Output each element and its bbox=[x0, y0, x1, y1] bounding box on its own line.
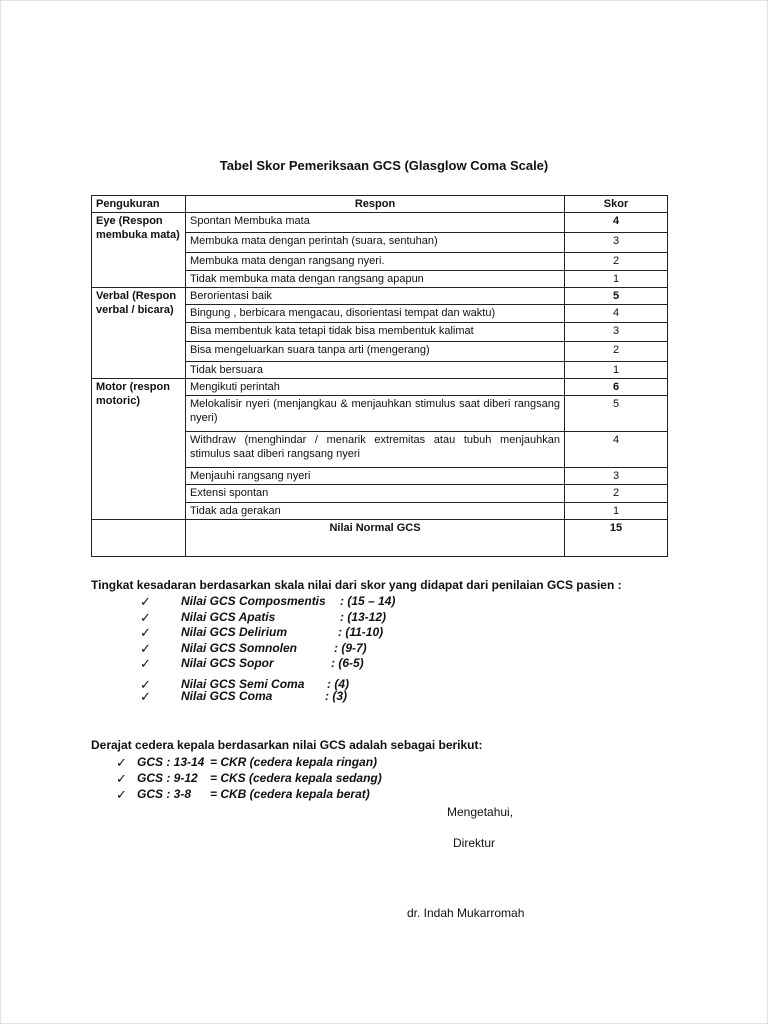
level-label: Nilai GCS Coma bbox=[181, 689, 273, 703]
total-score: 15 bbox=[565, 520, 668, 557]
response-cell: Tidak ada gerakan bbox=[186, 503, 565, 520]
injury-value: = CKB (cedera kepala berat) bbox=[210, 787, 370, 801]
response-cell: Bingung , berbicara mengacau, disorientasi tempat dan waktu) bbox=[186, 305, 565, 323]
total-label: Nilai Normal GCS bbox=[186, 520, 565, 557]
table-row bbox=[92, 213, 668, 233]
header-respon: Respon bbox=[186, 196, 565, 213]
score-cell: 1 bbox=[565, 271, 668, 288]
score-cell: 4 bbox=[565, 213, 668, 233]
total-empty-cell bbox=[92, 520, 186, 557]
score-cell: 6 bbox=[565, 379, 668, 396]
injury-label: GCS : 3-8 bbox=[137, 787, 192, 801]
response-cell: Membuka mata dengan rangsang nyeri. bbox=[186, 253, 565, 271]
score-cell: 1 bbox=[565, 503, 668, 520]
check-icon: ✓ bbox=[140, 677, 151, 692]
check-icon: ✓ bbox=[116, 755, 127, 770]
response-cell: Berorientasi baik bbox=[186, 288, 565, 305]
response-cell: Spontan Membuka mata bbox=[186, 213, 565, 233]
consciousness-heading: Tingkat kesadaran berdasarkan skala nilai dari skor yang didapat dari penilaian GCS pasien : bbox=[91, 578, 622, 592]
score-cell: 2 bbox=[565, 253, 668, 271]
level-label: Nilai GCS Somnolen bbox=[181, 641, 298, 655]
signatory-name: dr. Indah Mukarromah bbox=[407, 906, 525, 920]
level-value: : (13-12) bbox=[340, 610, 387, 624]
response-cell: Melokalisir nyeri (menjangkau & menjauhkan stimulus saat diberi rangsang nyeri) bbox=[186, 396, 565, 432]
score-cell: 2 bbox=[565, 485, 668, 503]
check-icon: ✓ bbox=[140, 641, 151, 656]
score-cell: 4 bbox=[565, 305, 668, 323]
category-verbal: Verbal (Respon verbal / bicara) bbox=[92, 288, 186, 379]
score-cell: 5 bbox=[565, 396, 668, 432]
response-cell: Withdraw (menghindar / menarik extremitas atau tubuh menjauhkan stimulus saat diberi rangsang nyeri bbox=[186, 432, 565, 468]
injury-value: = CKR (cedera kepala ringan) bbox=[210, 755, 378, 769]
table-row bbox=[92, 288, 668, 305]
score-cell: 3 bbox=[565, 233, 668, 253]
score-cell: 5 bbox=[565, 288, 668, 305]
level-value: : (3) bbox=[325, 689, 347, 703]
check-icon: ✓ bbox=[116, 771, 127, 786]
document-title: Tabel Skor Pemeriksaan GCS (Glasglow Coma Scale) bbox=[219, 158, 549, 173]
score-cell: 3 bbox=[565, 468, 668, 485]
check-icon: ✓ bbox=[140, 610, 151, 625]
level-label: Nilai GCS Sopor bbox=[181, 656, 274, 670]
check-icon: ✓ bbox=[140, 689, 151, 704]
injury-label: GCS : 9-12 bbox=[137, 771, 198, 785]
response-cell: Bisa membentuk kata tetapi tidak bisa membentuk kalimat bbox=[186, 323, 565, 342]
injury-label: GCS : 13-14 bbox=[137, 755, 205, 769]
score-cell: 2 bbox=[565, 342, 668, 362]
injury-heading: Derajat cedera kepala berdasarkan nilai GCS adalah sebagai berikut: bbox=[91, 738, 483, 752]
check-icon: ✓ bbox=[140, 594, 151, 609]
gcs-table bbox=[91, 195, 668, 557]
position-text: Direktur bbox=[453, 836, 496, 850]
level-label: Nilai GCS Composmentis bbox=[181, 594, 326, 608]
level-value: : (11-10) bbox=[338, 625, 384, 639]
response-cell: Tidak membuka mata dengan rangsang apapun bbox=[186, 271, 565, 288]
level-label: Nilai GCS Apatis bbox=[181, 610, 276, 624]
check-icon: ✓ bbox=[140, 656, 151, 671]
check-icon: ✓ bbox=[116, 787, 127, 802]
category-eye: Eye (Respon membuka mata) bbox=[92, 213, 186, 288]
header-skor: Skor bbox=[565, 196, 668, 213]
category-motor: Motor (respon motoric) bbox=[92, 379, 186, 520]
table-row bbox=[92, 379, 668, 396]
response-cell: Bisa mengeluarkan suara tanpa arti (mengerang) bbox=[186, 342, 565, 362]
level-value: : (9-7) bbox=[334, 641, 367, 655]
check-icon: ✓ bbox=[140, 625, 151, 640]
response-cell: Tidak bersuara bbox=[186, 362, 565, 379]
injury-value: = CKS (cedera kepala sedang) bbox=[210, 771, 382, 785]
acknowledged-text: Mengetahui, bbox=[447, 805, 514, 819]
level-value: : (6-5) bbox=[331, 656, 364, 670]
score-cell: 1 bbox=[565, 362, 668, 379]
score-cell: 3 bbox=[565, 323, 668, 342]
response-cell: Membuka mata dengan perintah (suara, sentuhan) bbox=[186, 233, 565, 253]
response-cell: Extensi spontan bbox=[186, 485, 565, 503]
response-cell: Mengikuti perintah bbox=[186, 379, 565, 396]
score-cell: 4 bbox=[565, 432, 668, 468]
level-label: Nilai GCS Delirium bbox=[181, 625, 288, 639]
level-label: Nilai GCS Semi Coma bbox=[181, 677, 305, 691]
level-value: : (15 – 14) bbox=[340, 594, 396, 608]
level-value: : (4) bbox=[327, 677, 349, 691]
header-pengukuran: Pengukuran bbox=[92, 196, 186, 213]
table-header-row bbox=[92, 196, 668, 213]
table-total-row bbox=[92, 520, 668, 557]
response-cell: Menjauhi rangsang nyeri bbox=[186, 468, 565, 485]
